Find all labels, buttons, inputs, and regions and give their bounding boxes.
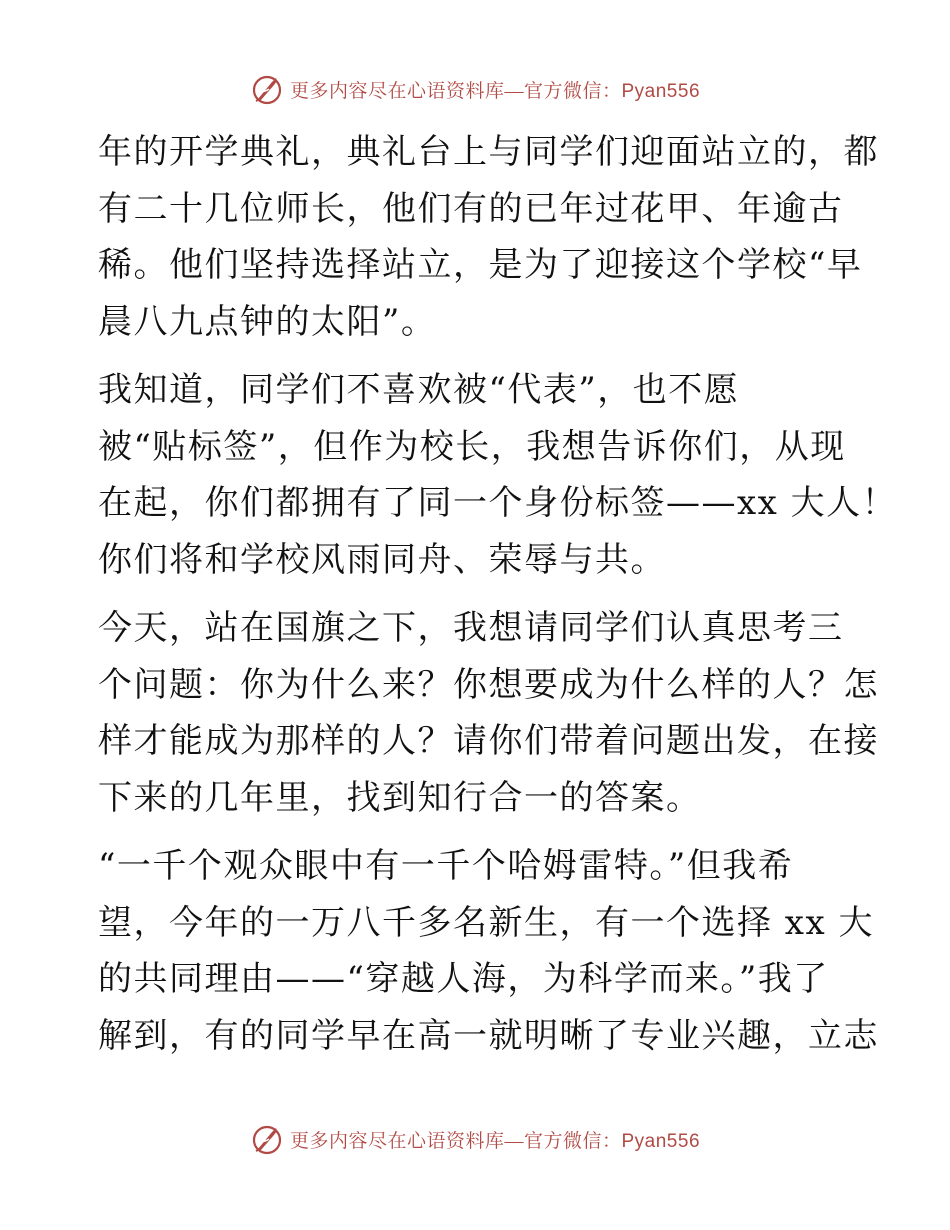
header-watermark-text: 更多内容尽在心语资料库—官方微信：Pyan556 (289, 80, 701, 102)
page-header-watermark (0, 72, 950, 106)
text-line: 解到，有的同学早在高一就明晰了专业兴趣，立志 (98, 1015, 879, 1056)
paragraph-2 (98, 362, 898, 588)
paragraph-3 (98, 600, 879, 826)
text-line: 望，今年的一万八千多名新生，有一个选择 xx 大 (98, 902, 874, 943)
text-line: 在起，你们都拥有了同一个身份标签——xx 大人！ (98, 483, 898, 523)
quill-pen-logo-icon (250, 1122, 284, 1156)
text-line: 年的开学典礼，典礼台上与同学们迎面站立的，都 (98, 132, 879, 172)
text-line: 稀。他们坚持选择站立，是为了迎接这个学校“早 (98, 245, 863, 285)
text-line: 样才能成为那样的人？请你们带着问题出发，在接 (98, 721, 879, 761)
document-body (98, 124, 898, 1076)
text-line: 个问题：你为什么来？你想要成为什么样的人？怎 (98, 664, 879, 705)
text-line: 有二十几位师长，他们有的已年过花甲、年逾古 (98, 188, 844, 229)
page-footer-watermark (0, 1122, 950, 1156)
footer-watermark-text: 更多内容尽在心语资料库—官方微信：Pyan556 (289, 1130, 701, 1152)
header-wechat-id: Pyan556 (621, 80, 701, 102)
text-line: 晨八九点钟的太阳”。 (98, 301, 437, 342)
text-line: 我知道，同学们不喜欢被“代表”，也不愿 (98, 370, 740, 410)
paragraph-4 (98, 838, 879, 1064)
text-line: 今天，站在国旗之下，我想请同学们认真思考三 (98, 608, 844, 648)
text-line: “一千个观众眼中有一千个哈姆雷特。”但我希 (98, 846, 794, 886)
paragraph-1 (98, 124, 879, 350)
text-line: 下来的几年里，找到知行合一的答案。 (98, 777, 702, 818)
footer-wechat-id: Pyan556 (621, 1130, 701, 1152)
text-line: 被“贴标签”，但作为校长，我想告诉你们，从现 (98, 426, 846, 467)
quill-pen-logo-icon (250, 72, 284, 106)
text-line: 的共同理由——“穿越人海，为科学而来。”我了 (98, 959, 829, 999)
text-line: 你们将和学校风雨同舟、荣辱与共。 (98, 539, 666, 580)
